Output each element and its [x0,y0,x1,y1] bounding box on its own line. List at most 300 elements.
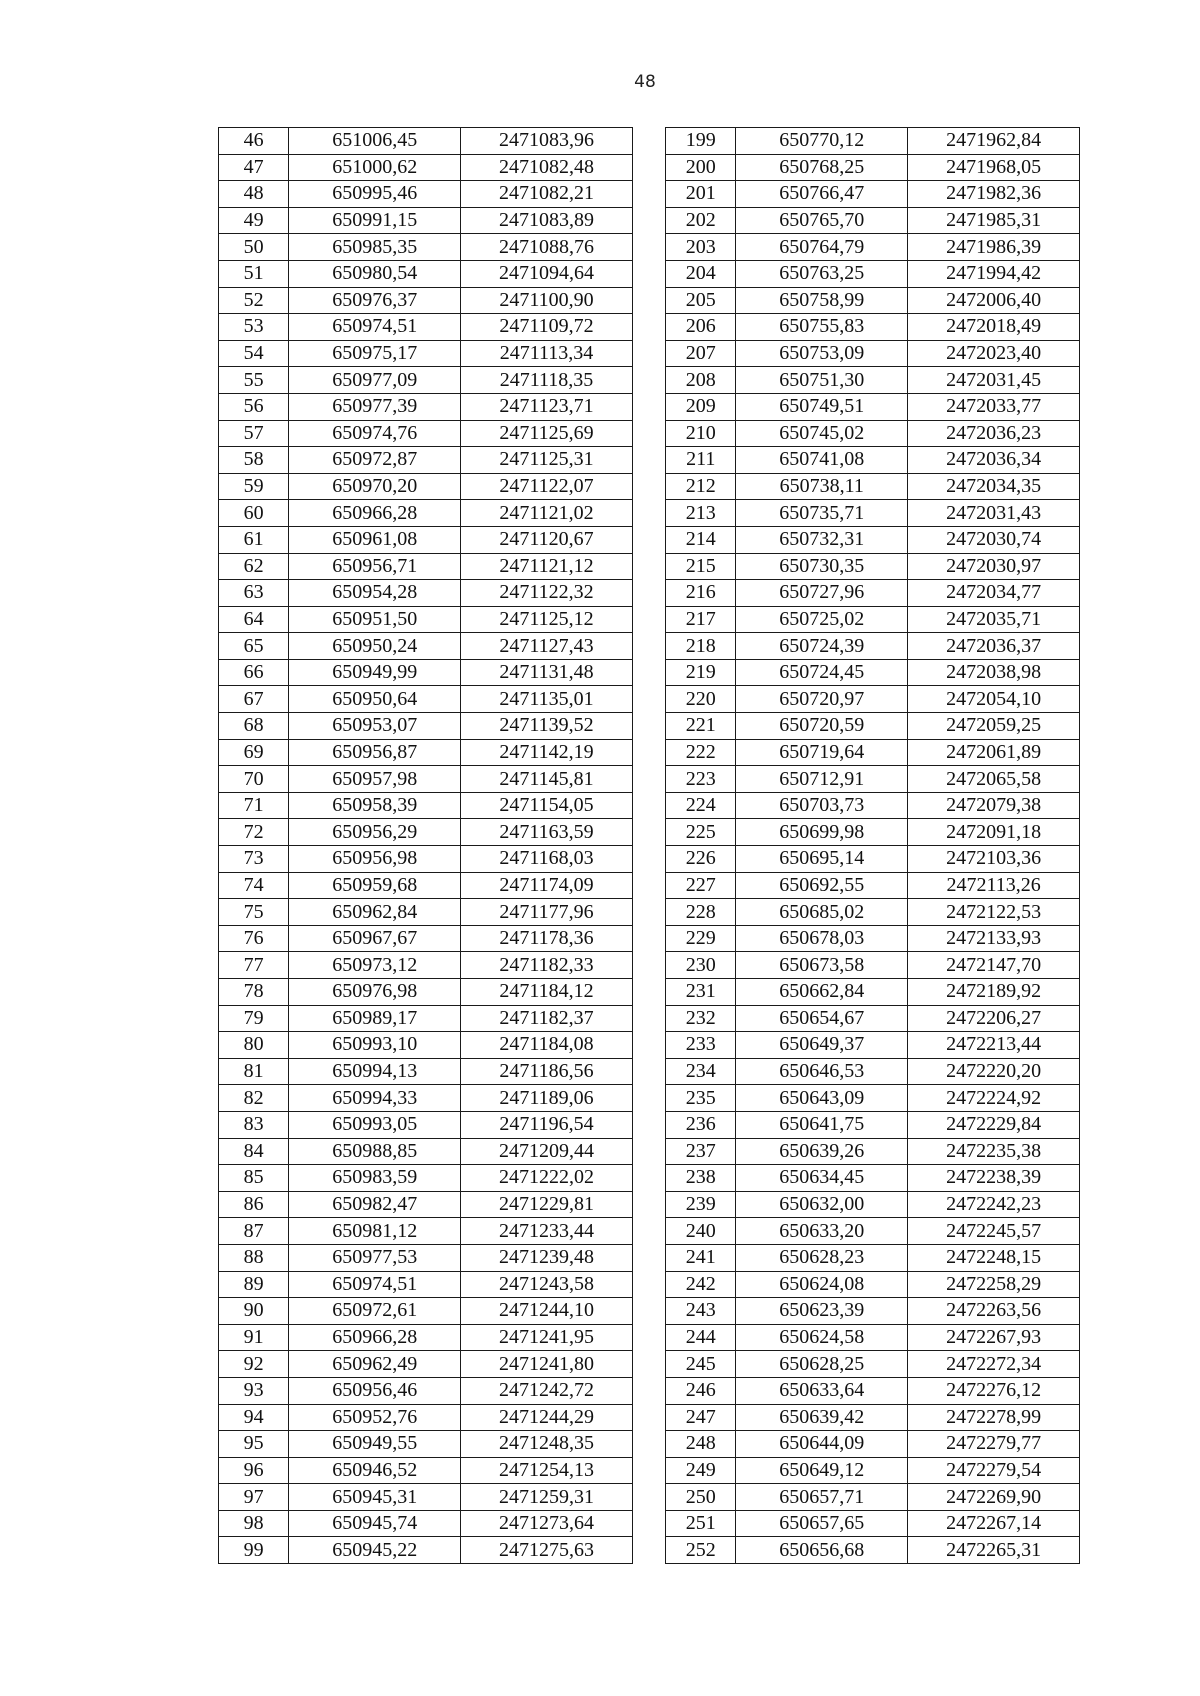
column-separator [632,1404,665,1431]
left-y-coordinate-cell: 2471241,95 [461,1324,633,1351]
right-y-coordinate-cell: 2472272,34 [908,1351,1080,1378]
left-point-number-cell: 62 [219,553,289,580]
left-x-coordinate-cell: 650983,59 [289,1165,461,1192]
right-point-number-cell: 215 [666,553,736,580]
left-x-coordinate-cell: 650995,46 [289,181,461,208]
left-x-coordinate-cell: 650972,87 [289,447,461,474]
left-y-coordinate-cell: 2471182,33 [461,952,633,979]
right-x-coordinate-cell: 650633,20 [736,1218,908,1245]
table-row [219,1191,1080,1218]
left-x-coordinate-cell: 650977,53 [289,1244,461,1271]
left-y-coordinate-cell: 2471131,48 [461,659,633,686]
column-separator [632,606,665,633]
right-y-coordinate-cell: 2472224,92 [908,1085,1080,1112]
table-row [219,1484,1080,1511]
left-x-coordinate-cell: 650982,47 [289,1191,461,1218]
left-y-coordinate-cell: 2471259,31 [461,1484,633,1511]
page-number: 48 [634,72,656,92]
table-row [219,580,1080,607]
left-point-number-cell: 96 [219,1457,289,1484]
right-y-coordinate-cell: 2472113,26 [908,872,1080,899]
right-y-coordinate-cell: 2471982,36 [908,181,1080,208]
left-point-number-cell: 91 [219,1324,289,1351]
column-separator [632,553,665,580]
right-point-number-cell: 208 [666,367,736,394]
right-x-coordinate-cell: 650719,64 [736,739,908,766]
right-x-coordinate-cell: 650703,73 [736,792,908,819]
left-x-coordinate-cell: 650954,28 [289,580,461,607]
right-point-number-cell: 207 [666,340,736,367]
right-x-coordinate-cell: 650741,08 [736,447,908,474]
left-y-coordinate-cell: 2471178,36 [461,925,633,952]
right-y-coordinate-cell: 2472267,93 [908,1324,1080,1351]
left-x-coordinate-cell: 650950,24 [289,633,461,660]
right-point-number-cell: 219 [666,659,736,686]
right-y-coordinate-cell: 2472018,49 [908,314,1080,341]
left-x-coordinate-cell: 650949,55 [289,1431,461,1458]
column-separator [632,1244,665,1271]
table-row [219,1138,1080,1165]
left-y-coordinate-cell: 2471145,81 [461,766,633,793]
right-point-number-cell: 231 [666,979,736,1006]
right-x-coordinate-cell: 650720,59 [736,713,908,740]
left-point-number-cell: 93 [219,1377,289,1404]
right-y-coordinate-cell: 2472276,12 [908,1377,1080,1404]
right-x-coordinate-cell: 650639,42 [736,1404,908,1431]
table-row [219,1218,1080,1245]
right-y-coordinate-cell: 2471994,42 [908,260,1080,287]
left-y-coordinate-cell: 2471184,08 [461,1032,633,1059]
left-y-coordinate-cell: 2471177,96 [461,899,633,926]
left-y-coordinate-cell: 2471189,06 [461,1085,633,1112]
right-x-coordinate-cell: 650758,99 [736,287,908,314]
right-x-coordinate-cell: 650735,71 [736,500,908,527]
table-row [219,899,1080,926]
column-separator [632,846,665,873]
right-x-coordinate-cell: 650745,02 [736,420,908,447]
column-separator [632,393,665,420]
right-point-number-cell: 211 [666,447,736,474]
right-x-coordinate-cell: 650628,25 [736,1351,908,1378]
right-y-coordinate-cell: 2472238,39 [908,1165,1080,1192]
right-x-coordinate-cell: 650724,39 [736,633,908,660]
right-y-coordinate-cell: 2472054,10 [908,686,1080,713]
right-x-coordinate-cell: 650763,25 [736,260,908,287]
left-x-coordinate-cell: 651006,45 [289,128,461,155]
left-point-number-cell: 79 [219,1005,289,1032]
right-point-number-cell: 238 [666,1165,736,1192]
left-point-number-cell: 54 [219,340,289,367]
right-x-coordinate-cell: 650751,30 [736,367,908,394]
left-x-coordinate-cell: 650966,28 [289,500,461,527]
left-point-number-cell: 90 [219,1298,289,1325]
left-x-coordinate-cell: 650993,05 [289,1111,461,1138]
left-y-coordinate-cell: 2471184,12 [461,979,633,1006]
table-row [219,713,1080,740]
left-x-coordinate-cell: 650988,85 [289,1138,461,1165]
left-point-number-cell: 92 [219,1351,289,1378]
left-y-coordinate-cell: 2471239,48 [461,1244,633,1271]
right-x-coordinate-cell: 650724,45 [736,659,908,686]
left-point-number-cell: 74 [219,872,289,899]
right-point-number-cell: 227 [666,872,736,899]
table-row [219,846,1080,873]
column-separator [632,340,665,367]
right-x-coordinate-cell: 650673,58 [736,952,908,979]
left-x-coordinate-cell: 650945,22 [289,1537,461,1564]
left-y-coordinate-cell: 2471244,29 [461,1404,633,1431]
table-row [219,606,1080,633]
left-x-coordinate-cell: 650961,08 [289,526,461,553]
right-y-coordinate-cell: 2472242,23 [908,1191,1080,1218]
left-y-coordinate-cell: 2471242,72 [461,1377,633,1404]
right-x-coordinate-cell: 650656,68 [736,1537,908,1564]
right-x-coordinate-cell: 650662,84 [736,979,908,1006]
left-point-number-cell: 73 [219,846,289,873]
left-y-coordinate-cell: 2471142,19 [461,739,633,766]
right-point-number-cell: 234 [666,1058,736,1085]
left-point-number-cell: 80 [219,1032,289,1059]
left-point-number-cell: 88 [219,1244,289,1271]
left-x-coordinate-cell: 650956,98 [289,846,461,873]
left-y-coordinate-cell: 2471273,64 [461,1510,633,1537]
column-separator [632,1085,665,1112]
right-point-number-cell: 200 [666,154,736,181]
left-y-coordinate-cell: 2471083,96 [461,128,633,155]
right-y-coordinate-cell: 2472189,92 [908,979,1080,1006]
right-y-coordinate-cell: 2472263,56 [908,1298,1080,1325]
left-point-number-cell: 89 [219,1271,289,1298]
right-point-number-cell: 212 [666,473,736,500]
left-point-number-cell: 48 [219,181,289,208]
table-row [219,207,1080,234]
left-x-coordinate-cell: 650959,68 [289,872,461,899]
right-x-coordinate-cell: 650657,71 [736,1484,908,1511]
right-point-number-cell: 237 [666,1138,736,1165]
left-y-coordinate-cell: 2471121,12 [461,553,633,580]
left-y-coordinate-cell: 2471243,58 [461,1271,633,1298]
left-point-number-cell: 98 [219,1510,289,1537]
right-x-coordinate-cell: 650695,14 [736,846,908,873]
right-point-number-cell: 235 [666,1085,736,1112]
right-x-coordinate-cell: 650628,23 [736,1244,908,1271]
left-y-coordinate-cell: 2471222,02 [461,1165,633,1192]
left-x-coordinate-cell: 650945,31 [289,1484,461,1511]
left-point-number-cell: 57 [219,420,289,447]
left-y-coordinate-cell: 2471123,71 [461,393,633,420]
right-point-number-cell: 226 [666,846,736,873]
left-point-number-cell: 69 [219,739,289,766]
right-y-coordinate-cell: 2472091,18 [908,819,1080,846]
right-point-number-cell: 251 [666,1510,736,1537]
column-separator [632,1324,665,1351]
right-x-coordinate-cell: 650720,97 [736,686,908,713]
left-point-number-cell: 77 [219,952,289,979]
right-y-coordinate-cell: 2472036,23 [908,420,1080,447]
column-separator [632,580,665,607]
right-x-coordinate-cell: 650768,25 [736,154,908,181]
table-row [219,792,1080,819]
column-separator [632,1111,665,1138]
right-y-coordinate-cell: 2472036,34 [908,447,1080,474]
table-row [219,872,1080,899]
right-y-coordinate-cell: 2472235,38 [908,1138,1080,1165]
left-point-number-cell: 63 [219,580,289,607]
table-row [219,925,1080,952]
right-y-coordinate-cell: 2472034,77 [908,580,1080,607]
left-x-coordinate-cell: 650981,12 [289,1218,461,1245]
column-separator [632,1165,665,1192]
left-x-coordinate-cell: 650973,12 [289,952,461,979]
left-x-coordinate-cell: 650966,28 [289,1324,461,1351]
right-point-number-cell: 232 [666,1005,736,1032]
left-point-number-cell: 65 [219,633,289,660]
left-point-number-cell: 86 [219,1191,289,1218]
left-x-coordinate-cell: 650956,29 [289,819,461,846]
right-point-number-cell: 217 [666,606,736,633]
left-point-number-cell: 94 [219,1404,289,1431]
column-separator [632,1351,665,1378]
left-y-coordinate-cell: 2471244,10 [461,1298,633,1325]
left-point-number-cell: 60 [219,500,289,527]
right-x-coordinate-cell: 650753,09 [736,340,908,367]
left-point-number-cell: 50 [219,234,289,261]
right-y-coordinate-cell: 2472079,38 [908,792,1080,819]
right-x-coordinate-cell: 650654,67 [736,1005,908,1032]
left-y-coordinate-cell: 2471196,54 [461,1111,633,1138]
table-row [219,1324,1080,1351]
table-row [219,260,1080,287]
column-separator [632,1431,665,1458]
right-y-coordinate-cell: 2472036,37 [908,633,1080,660]
left-y-coordinate-cell: 2471109,72 [461,314,633,341]
left-point-number-cell: 61 [219,526,289,553]
right-point-number-cell: 250 [666,1484,736,1511]
right-x-coordinate-cell: 650764,79 [736,234,908,261]
left-point-number-cell: 83 [219,1111,289,1138]
right-x-coordinate-cell: 650649,12 [736,1457,908,1484]
right-point-number-cell: 233 [666,1032,736,1059]
right-point-number-cell: 240 [666,1218,736,1245]
left-x-coordinate-cell: 650970,20 [289,473,461,500]
right-point-number-cell: 229 [666,925,736,952]
column-separator [632,367,665,394]
table-row [219,500,1080,527]
column-separator [632,207,665,234]
left-y-coordinate-cell: 2471082,48 [461,154,633,181]
right-y-coordinate-cell: 2472033,77 [908,393,1080,420]
left-point-number-cell: 59 [219,473,289,500]
right-x-coordinate-cell: 650633,64 [736,1377,908,1404]
left-point-number-cell: 53 [219,314,289,341]
right-y-coordinate-cell: 2471962,84 [908,128,1080,155]
column-separator [632,181,665,208]
right-point-number-cell: 206 [666,314,736,341]
right-x-coordinate-cell: 650641,75 [736,1111,908,1138]
table-row [219,367,1080,394]
right-y-coordinate-cell: 2472279,77 [908,1431,1080,1458]
right-y-coordinate-cell: 2472279,54 [908,1457,1080,1484]
right-y-coordinate-cell: 2472038,98 [908,659,1080,686]
column-separator [632,792,665,819]
right-point-number-cell: 199 [666,128,736,155]
table-row [219,1377,1080,1404]
right-y-coordinate-cell: 2472278,99 [908,1404,1080,1431]
right-x-coordinate-cell: 650657,65 [736,1510,908,1537]
right-point-number-cell: 242 [666,1271,736,1298]
table-row [219,1058,1080,1085]
right-point-number-cell: 203 [666,234,736,261]
left-point-number-cell: 85 [219,1165,289,1192]
column-separator [632,260,665,287]
right-point-number-cell: 202 [666,207,736,234]
right-y-coordinate-cell: 2472265,31 [908,1537,1080,1564]
column-separator [632,1457,665,1484]
right-point-number-cell: 209 [666,393,736,420]
column-separator [632,739,665,766]
right-y-coordinate-cell: 2471985,31 [908,207,1080,234]
column-separator [632,633,665,660]
left-x-coordinate-cell: 650951,50 [289,606,461,633]
left-x-coordinate-cell: 650957,98 [289,766,461,793]
right-point-number-cell: 201 [666,181,736,208]
left-point-number-cell: 49 [219,207,289,234]
right-x-coordinate-cell: 650639,26 [736,1138,908,1165]
table-row [219,181,1080,208]
table-row [219,154,1080,181]
column-separator [632,952,665,979]
column-separator [632,766,665,793]
right-x-coordinate-cell: 650634,45 [736,1165,908,1192]
right-point-number-cell: 247 [666,1404,736,1431]
right-point-number-cell: 248 [666,1431,736,1458]
left-y-coordinate-cell: 2471121,02 [461,500,633,527]
right-x-coordinate-cell: 650727,96 [736,580,908,607]
right-x-coordinate-cell: 650644,09 [736,1431,908,1458]
column-separator [632,1484,665,1511]
column-separator [632,1032,665,1059]
left-y-coordinate-cell: 2471122,32 [461,580,633,607]
left-y-coordinate-cell: 2471113,34 [461,340,633,367]
table-row [219,819,1080,846]
table-row [219,1537,1080,1564]
left-x-coordinate-cell: 650962,49 [289,1351,461,1378]
table-row [219,553,1080,580]
table-row [219,979,1080,1006]
left-y-coordinate-cell: 2471082,21 [461,181,633,208]
right-x-coordinate-cell: 650646,53 [736,1058,908,1085]
left-x-coordinate-cell: 650956,71 [289,553,461,580]
left-y-coordinate-cell: 2471120,67 [461,526,633,553]
right-x-coordinate-cell: 650725,02 [736,606,908,633]
table-row [219,340,1080,367]
left-y-coordinate-cell: 2471168,03 [461,846,633,873]
right-point-number-cell: 224 [666,792,736,819]
right-point-number-cell: 236 [666,1111,736,1138]
right-y-coordinate-cell: 2472034,35 [908,473,1080,500]
left-point-number-cell: 68 [219,713,289,740]
table-row [219,739,1080,766]
column-separator [632,234,665,261]
left-x-coordinate-cell: 650956,87 [289,739,461,766]
right-x-coordinate-cell: 650685,02 [736,899,908,926]
table-row [219,473,1080,500]
column-separator [632,713,665,740]
left-y-coordinate-cell: 2471122,07 [461,473,633,500]
right-x-coordinate-cell: 650692,55 [736,872,908,899]
right-y-coordinate-cell: 2472213,44 [908,1032,1080,1059]
right-x-coordinate-cell: 650649,37 [736,1032,908,1059]
right-x-coordinate-cell: 650678,03 [736,925,908,952]
column-separator [632,1005,665,1032]
table-row [219,686,1080,713]
left-y-coordinate-cell: 2471088,76 [461,234,633,261]
right-y-coordinate-cell: 2472023,40 [908,340,1080,367]
left-y-coordinate-cell: 2471248,35 [461,1431,633,1458]
right-point-number-cell: 245 [666,1351,736,1378]
table-row [219,633,1080,660]
table-row [219,1510,1080,1537]
left-x-coordinate-cell: 650993,10 [289,1032,461,1059]
left-point-number-cell: 97 [219,1484,289,1511]
right-y-coordinate-cell: 2472035,71 [908,606,1080,633]
right-x-coordinate-cell: 650643,09 [736,1085,908,1112]
column-separator [632,154,665,181]
table-row [219,1005,1080,1032]
right-point-number-cell: 223 [666,766,736,793]
left-point-number-cell: 51 [219,260,289,287]
right-point-number-cell: 205 [666,287,736,314]
column-separator [632,447,665,474]
right-x-coordinate-cell: 650712,91 [736,766,908,793]
column-separator [632,420,665,447]
left-point-number-cell: 47 [219,154,289,181]
left-point-number-cell: 66 [219,659,289,686]
column-separator [632,1138,665,1165]
table-row [219,1298,1080,1325]
table-row [219,234,1080,261]
right-x-coordinate-cell: 650623,39 [736,1298,908,1325]
right-x-coordinate-cell: 650755,83 [736,314,908,341]
column-separator [632,1058,665,1085]
left-x-coordinate-cell: 650967,67 [289,925,461,952]
table-row [219,1165,1080,1192]
right-y-coordinate-cell: 2472103,36 [908,846,1080,873]
left-point-number-cell: 46 [219,128,289,155]
right-y-coordinate-cell: 2472031,45 [908,367,1080,394]
table-row [219,1351,1080,1378]
left-y-coordinate-cell: 2471163,59 [461,819,633,846]
right-x-coordinate-cell: 650770,12 [736,128,908,155]
table-row [219,952,1080,979]
right-point-number-cell: 239 [666,1191,736,1218]
right-point-number-cell: 204 [666,260,736,287]
table-row [219,766,1080,793]
right-x-coordinate-cell: 650699,98 [736,819,908,846]
right-point-number-cell: 252 [666,1537,736,1564]
left-point-number-cell: 67 [219,686,289,713]
left-point-number-cell: 52 [219,287,289,314]
table-row [219,447,1080,474]
left-y-coordinate-cell: 2471125,12 [461,606,633,633]
right-point-number-cell: 213 [666,500,736,527]
left-point-number-cell: 72 [219,819,289,846]
column-separator [632,314,665,341]
column-separator [632,899,665,926]
right-x-coordinate-cell: 650624,58 [736,1324,908,1351]
right-y-coordinate-cell: 2472122,53 [908,899,1080,926]
left-point-number-cell: 99 [219,1537,289,1564]
